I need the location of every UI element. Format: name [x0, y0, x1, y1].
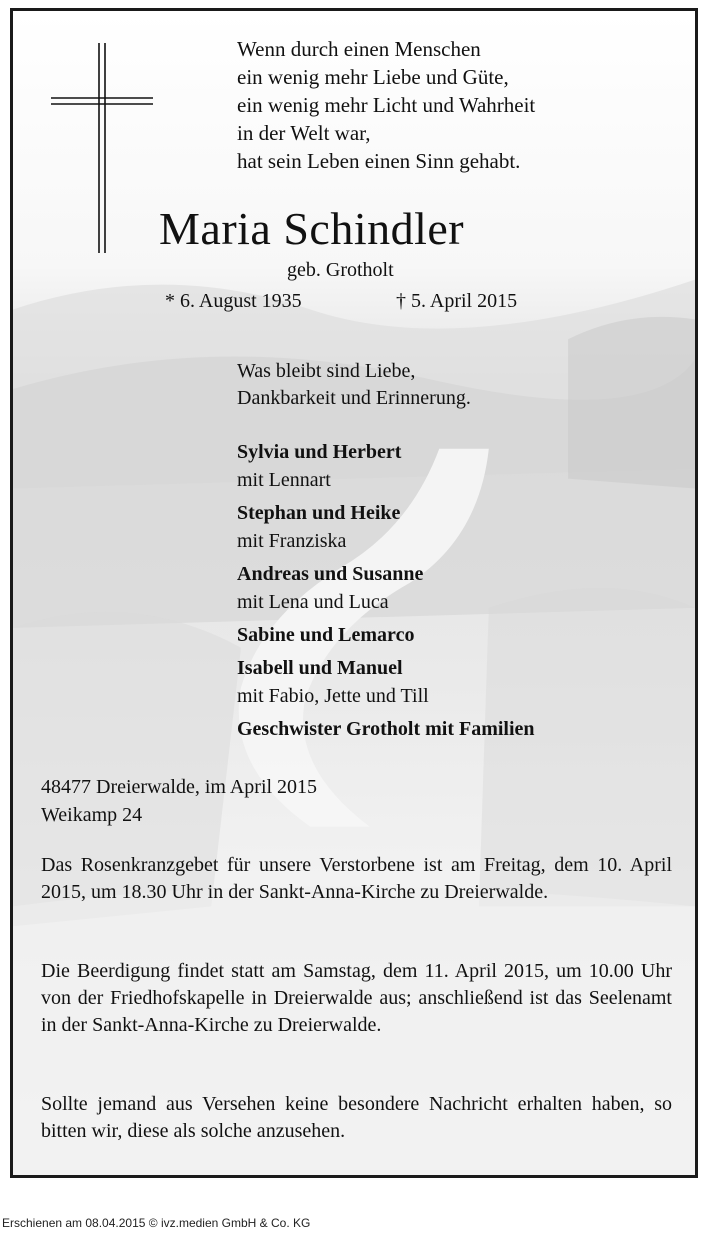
- mourner-entry: [237, 621, 535, 649]
- mourner-entry: [237, 715, 535, 743]
- poem-line: ein wenig mehr Liebe und Güte,: [237, 65, 509, 89]
- mourner-entry: [237, 499, 535, 555]
- rosary-paragraph: Das Rosenkranzgebet für unsere Verstorbene ist am Freitag, dem 10. April 2015, um 18.30 Uhr in der Sankt-Anna-Kirche zu Dreierwalde.: [41, 854, 672, 903]
- mourner-with: mit Fabio, Jette und Till: [237, 685, 429, 707]
- mourner-names: Stephan und Heike: [237, 502, 401, 524]
- publication-footer: Erschienen am 08.04.2015 © ivz.medien GmbH & Co. KG: [2, 1216, 311, 1230]
- quote: [237, 358, 471, 412]
- place-and-address: [41, 773, 317, 829]
- quote-line: Dankbarkeit und Erinnerung.: [237, 387, 471, 409]
- mourner-entry: [237, 560, 535, 616]
- mourner-names: Sabine und Lemarco: [237, 624, 415, 646]
- poem: [237, 35, 535, 175]
- quote-line: Was bleibt sind Liebe,: [237, 360, 416, 382]
- cross-icon: [51, 43, 153, 253]
- maiden-name: geb. Grotholt: [287, 259, 394, 281]
- mourner-names: Isabell und Manuel: [237, 657, 403, 679]
- death-date: † 5. April 2015: [396, 290, 518, 312]
- birth-date: * 6. August 1935: [165, 290, 302, 312]
- poem-line: Wenn durch einen Menschen: [237, 37, 481, 61]
- mourner-names: Sylvia und Herbert: [237, 441, 402, 463]
- mourner-with: mit Lena und Luca: [237, 591, 389, 613]
- notice-paragraph: Sollte jemand aus Versehen keine besondere Nachricht erhalten haben, so bitten wir, diese als solche anzusehen.: [41, 1093, 672, 1142]
- mourner-names: Geschwister Grotholt mit Familien: [237, 718, 535, 740]
- funeral-paragraph: Die Beerdigung findet statt am Samstag, dem 11. April 2015, um 10.00 Uhr von der Friedhofskapelle in Dreierwalde aus; anschließend ist das Seelenamt in der Sankt-Anna-Kirche zu Dreierwalde.: [41, 960, 672, 1036]
- poem-line: ein wenig mehr Licht und Wahrheit: [237, 93, 536, 117]
- mourners-list: [237, 438, 535, 748]
- mourner-names: Andreas und Susanne: [237, 563, 424, 585]
- mourner-with: mit Lennart: [237, 469, 331, 491]
- mourner-entry: [237, 654, 535, 710]
- address: Weikamp 24: [41, 804, 143, 826]
- obituary-card: [10, 8, 698, 1178]
- poem-line: in der Welt war,: [237, 121, 371, 145]
- mourner-entry: [237, 438, 535, 494]
- place-date: 48477 Dreierwalde, im April 2015: [41, 776, 318, 798]
- deceased-name: Maria Schindler: [159, 203, 465, 254]
- poem-line: hat sein Leben einen Sinn gehabt.: [237, 149, 521, 173]
- mourner-with: mit Franziska: [237, 530, 347, 552]
